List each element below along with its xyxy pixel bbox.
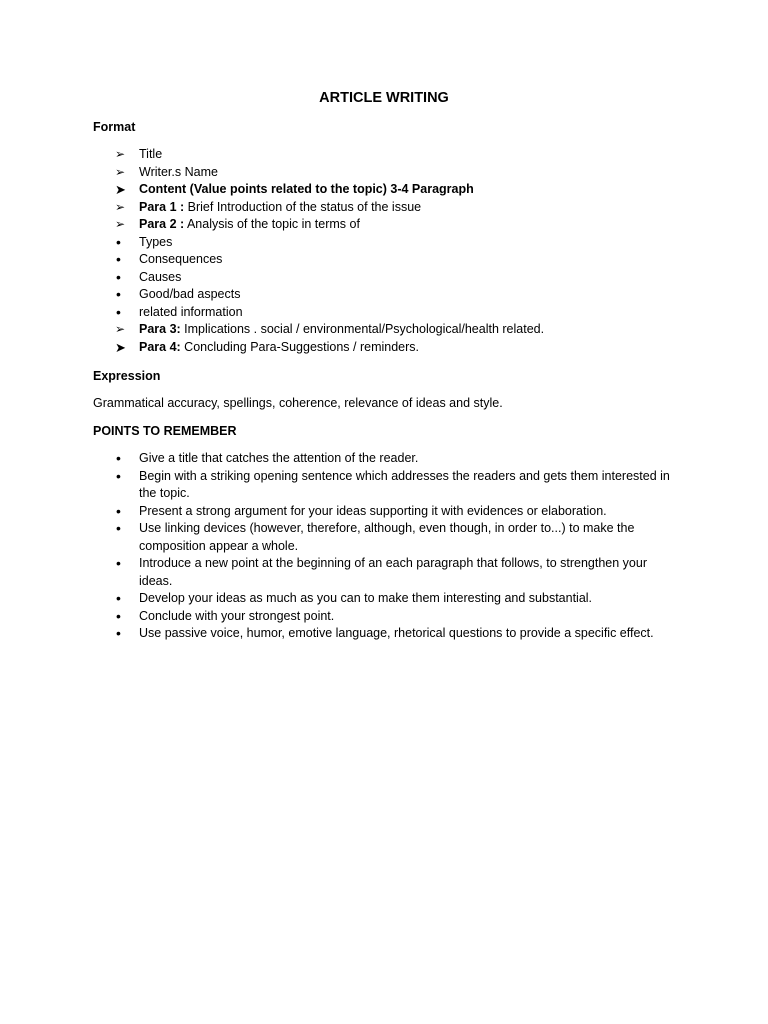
item-bold-label: Content (Value points related to the topic) 3-4 Paragraph bbox=[139, 182, 474, 196]
list-item bbox=[93, 269, 683, 287]
item-bold-label: Para 3: bbox=[139, 322, 181, 336]
list-item bbox=[93, 339, 683, 357]
item-text: Consequences bbox=[139, 252, 223, 266]
points-list bbox=[93, 450, 683, 643]
bullet-dot-icon: • bbox=[116, 303, 121, 320]
item-text: Analysis of the topic in terms of bbox=[184, 217, 360, 231]
point-text: Give a title that catches the attention of the reader. bbox=[139, 451, 419, 465]
item-text: Implications . social / environmental/Psychological/health related. bbox=[180, 322, 545, 336]
list-item bbox=[93, 520, 683, 555]
point-text: Use linking devices (however, therefore, although, even though, in order to...) to make the composition appear a whole. bbox=[139, 521, 635, 553]
list-item bbox=[93, 286, 683, 304]
list-item bbox=[93, 321, 683, 339]
bullet-dot-icon: • bbox=[116, 502, 121, 519]
list-item bbox=[93, 216, 683, 234]
bold-arrow-bullet-icon: ➤ bbox=[115, 182, 126, 197]
list-item bbox=[93, 625, 683, 643]
point-text: Use passive voice, humor, emotive language, rhetorical questions to provide a specific effect. bbox=[139, 626, 654, 640]
arrow-bullet-icon: ➢ bbox=[115, 147, 126, 161]
item-text: related information bbox=[139, 304, 243, 319]
list-item bbox=[93, 450, 683, 468]
list-item bbox=[93, 468, 683, 503]
item-bold-label: Para 1 : bbox=[139, 199, 185, 214]
item-text: Brief Introduction of the status of the issue bbox=[184, 199, 422, 214]
bullet-dot-icon: • bbox=[116, 467, 121, 484]
list-item bbox=[93, 146, 683, 164]
arrow-bullet-icon: ➢ bbox=[115, 217, 126, 231]
bullet-dot-icon: • bbox=[116, 286, 121, 302]
bullet-dot-icon: • bbox=[116, 268, 121, 285]
list-item bbox=[93, 555, 683, 590]
item-text: Writer.s Name bbox=[139, 164, 218, 179]
point-text: Develop your ideas as much as you can to make them interesting and substantial. bbox=[139, 591, 593, 605]
bullet-dot-icon: • bbox=[116, 233, 121, 250]
point-text: Present a strong argument for your ideas supporting it with evidences or elaboration. bbox=[139, 503, 607, 518]
bullet-dot-icon: • bbox=[116, 625, 121, 641]
list-item bbox=[93, 234, 683, 252]
item-text: Causes bbox=[139, 269, 182, 284]
list-item bbox=[93, 608, 683, 626]
item-text: Types bbox=[139, 234, 173, 249]
point-text: Conclude with your strongest point. bbox=[139, 608, 335, 623]
arrow-bullet-icon: ➢ bbox=[115, 322, 126, 336]
item-text: Title bbox=[139, 147, 163, 161]
item-bold-label: Para 4: bbox=[139, 339, 181, 354]
point-text: Begin with a striking opening sentence which addresses the readers and gets them interested in the topic. bbox=[139, 468, 670, 500]
arrow-bullet-icon: ➢ bbox=[115, 164, 126, 179]
list-item bbox=[93, 199, 683, 217]
list-item bbox=[93, 590, 683, 608]
list-item bbox=[93, 164, 683, 182]
item-text: Concluding Para-Suggestions / reminders. bbox=[180, 339, 420, 354]
arrow-bullet-icon: ➢ bbox=[115, 199, 126, 214]
format-list bbox=[93, 146, 683, 356]
point-text: Introduce a new point at the beginning of an each paragraph that follows, to strengthen your ideas. bbox=[139, 556, 647, 588]
bullet-dot-icon: • bbox=[116, 520, 121, 536]
bold-arrow-bullet-icon: ➤ bbox=[115, 339, 126, 355]
bullet-dot-icon: • bbox=[116, 607, 121, 624]
list-item bbox=[93, 503, 683, 521]
bullet-dot-icon: • bbox=[116, 590, 121, 606]
bullet-dot-icon: • bbox=[116, 450, 121, 466]
document-page bbox=[93, 0, 683, 1024]
item-bold-label: Para 2 : bbox=[139, 217, 185, 231]
list-item bbox=[93, 251, 683, 269]
expression-heading: Expression bbox=[93, 369, 161, 383]
format-heading: Format bbox=[93, 120, 136, 134]
bullet-dot-icon: • bbox=[116, 555, 121, 571]
bullet-dot-icon: • bbox=[116, 251, 121, 267]
page-title: ARTICLE WRITING bbox=[319, 90, 449, 106]
list-item bbox=[93, 304, 683, 322]
expression-text: Grammatical accuracy, spellings, coherence, relevance of ideas and style. bbox=[93, 396, 503, 410]
item-text: Good/bad aspects bbox=[139, 287, 241, 301]
list-item bbox=[93, 181, 683, 199]
points-heading: POINTS TO REMEMBER bbox=[93, 424, 237, 438]
